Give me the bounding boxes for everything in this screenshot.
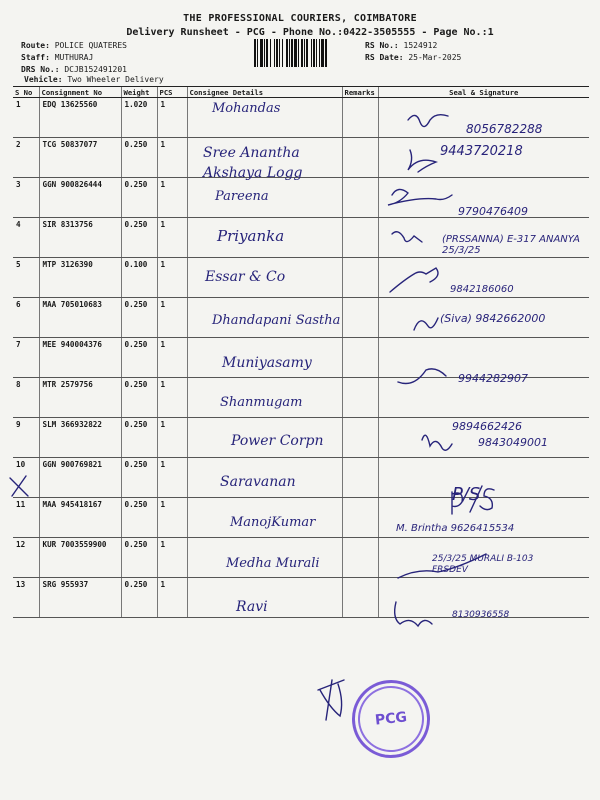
cell-consignment: MEE 940004376	[39, 338, 121, 378]
cell-consignment: SRG 955937	[39, 578, 121, 618]
cell-consignment: TCG 50837077	[39, 138, 121, 178]
handwritten-consignee: ManojKumar	[230, 515, 316, 530]
cell-sno: 8	[13, 378, 39, 418]
stamp-tick-mark	[318, 680, 344, 720]
cell-pcs: 1	[157, 178, 187, 218]
cell-weight: 0.250	[121, 218, 157, 258]
signature-10	[452, 486, 494, 514]
handwritten-signature-note: 9790476409	[458, 205, 528, 218]
cell-pcs: 1	[157, 378, 187, 418]
handwritten-signature-note: 8056782288	[466, 122, 543, 136]
handwritten-consignee: Medha Murali	[226, 556, 320, 571]
cell-sno: 5	[13, 258, 39, 298]
handwritten-consignee: Ravi	[236, 599, 268, 615]
signature-13	[395, 602, 432, 626]
route-label: Route:	[21, 41, 50, 50]
drs-label: DRS No.:	[21, 65, 60, 74]
cell-sno: 9	[13, 418, 39, 458]
cell-weight: 0.250	[121, 458, 157, 498]
cell-weight: 0.250	[121, 298, 157, 338]
vehicle-label: Vehicle:	[24, 75, 63, 84]
handwritten-signature-note: P/S	[452, 484, 481, 505]
signature-4	[392, 232, 422, 242]
rs-date-label: RS Date:	[365, 53, 404, 62]
cell-pcs: 1	[157, 298, 187, 338]
cell-consignment: MTP 3126390	[39, 258, 121, 298]
cell-weight: 0.250	[121, 498, 157, 538]
company-title: THE PROFESSIONAL COURIERS, COIMBATORE	[183, 13, 417, 24]
col-remarks: Remarks	[342, 87, 378, 98]
route-value: POLICE QUATERES	[54, 41, 127, 50]
signature-5	[390, 268, 438, 292]
cell-pcs: 1	[157, 218, 187, 258]
cell-consignment: MTR 2579756	[39, 378, 121, 418]
cell-sno: 13	[13, 578, 39, 618]
handwritten-consignee: Essar & Co	[205, 269, 286, 285]
cell-pcs: 1	[157, 458, 187, 498]
cell-pcs: 1	[157, 338, 187, 378]
col-pcs: PCS	[157, 87, 187, 98]
cell-sno: 2	[13, 138, 39, 178]
col-weight: Weight	[121, 87, 157, 98]
cell-pcs: 1	[157, 538, 187, 578]
signature-8	[422, 435, 452, 450]
rs-date-value: 25-Mar-2025	[408, 53, 462, 62]
signature-6	[414, 318, 438, 330]
handwritten-signature-note: M. Brintha 9626415534	[396, 523, 515, 534]
cell-consignment: KUR 7003559900	[39, 538, 121, 578]
staff-value: MUTHURAJ	[54, 53, 94, 62]
col-sno: S No	[13, 87, 39, 98]
cell-weight: 0.250	[121, 178, 157, 218]
cell-sno: 1	[13, 98, 39, 138]
cell-weight: 0.100	[121, 258, 157, 298]
cell-weight: 0.250	[121, 138, 157, 178]
rs-no-value: 1524912	[403, 41, 438, 50]
runsheet-subtitle: Delivery Runsheet - PCG - Phone No.:0422-3505555 - Page No.:1	[126, 27, 494, 38]
col-signature: Seal & Signature	[378, 87, 589, 98]
cell-sno: 4	[13, 218, 39, 258]
handwritten-signature-note: 9842186060	[450, 284, 514, 295]
cell-sno: 11	[13, 498, 39, 538]
cell-consignment: EDQ 13625560	[39, 98, 121, 138]
signature-3	[388, 189, 452, 205]
handwritten-signature-note: 9843049001	[478, 436, 548, 449]
handwritten-consignee: Muniyasamy	[222, 355, 312, 371]
cell-consignment: SIR 8313756	[39, 218, 121, 258]
handwritten-signature-note: 8130936558	[452, 610, 510, 620]
cell-sno: 3	[13, 178, 39, 218]
signature-2	[408, 150, 436, 172]
signature-12	[398, 554, 486, 578]
stamp-label: PCG	[374, 709, 408, 729]
drs-value: DCJB152491201	[64, 65, 127, 74]
handwritten-consignee: Priyanka	[217, 227, 285, 245]
cell-pcs: 1	[157, 578, 187, 618]
handwritten-consignee: Dhandapani Sastha	[212, 313, 341, 328]
signature-1	[408, 115, 448, 127]
handwritten-signature-note: 9944282907	[458, 372, 528, 385]
cell-weight: 0.250	[121, 418, 157, 458]
handwritten-signature-note: 9443720218	[440, 144, 523, 159]
staff-label: Staff:	[21, 53, 50, 62]
handwritten-signature-note: 9894662426	[452, 420, 522, 433]
cell-weight: 0.250	[121, 538, 157, 578]
cell-pcs: 1	[157, 138, 187, 178]
col-consignment: Consignment No	[39, 87, 121, 98]
cell-sno: 12	[13, 538, 39, 578]
col-consignee: Consignee Details	[187, 87, 342, 98]
cell-consignment: GGN 900826444	[39, 178, 121, 218]
handwritten-consignee: Mohandas	[212, 101, 281, 116]
cell-weight: 1.020	[121, 98, 157, 138]
cell-consignment: GGN 900769821	[39, 458, 121, 498]
handwritten-consignee: Shanmugam	[220, 395, 303, 410]
cell-consignment: SLM 366932822	[39, 418, 121, 458]
cell-weight: 0.250	[121, 578, 157, 618]
cell-pcs: 1	[157, 258, 187, 298]
handwritten-consignee: Sree Anantha Akshaya Logg	[203, 145, 303, 181]
cell-sno: 6	[13, 298, 39, 338]
cell-sno: 10	[13, 458, 39, 498]
cell-pcs: 1	[157, 98, 187, 138]
cell-weight: 0.250	[121, 338, 157, 378]
strike-row-10	[10, 476, 28, 496]
handwritten-consignee: Saravanan	[220, 474, 296, 490]
handwritten-signature-note: (PRSSANNA) E-317 ANANYA 25/3/25	[442, 234, 580, 256]
handwritten-signature-note: (Siva) 9842662000	[440, 312, 546, 325]
cell-consignment: MAA 945418167	[39, 498, 121, 538]
vehicle-value: Two Wheeler Delivery	[67, 75, 164, 84]
signature-7	[398, 369, 446, 384]
handwritten-signature-note: 25/3/25 MURALI B-103 FRSDEV	[432, 554, 534, 575]
cell-pcs: 1	[157, 498, 187, 538]
cell-sno: 7	[13, 338, 39, 378]
handwritten-consignee: Pareena	[215, 189, 269, 204]
cell-pcs: 1	[157, 418, 187, 458]
cell-weight: 0.250	[121, 378, 157, 418]
cell-consignment: MAA 705010683	[39, 298, 121, 338]
rs-no-label: RS No.:	[365, 41, 399, 50]
handwritten-consignee: Power Corpn	[231, 433, 324, 449]
